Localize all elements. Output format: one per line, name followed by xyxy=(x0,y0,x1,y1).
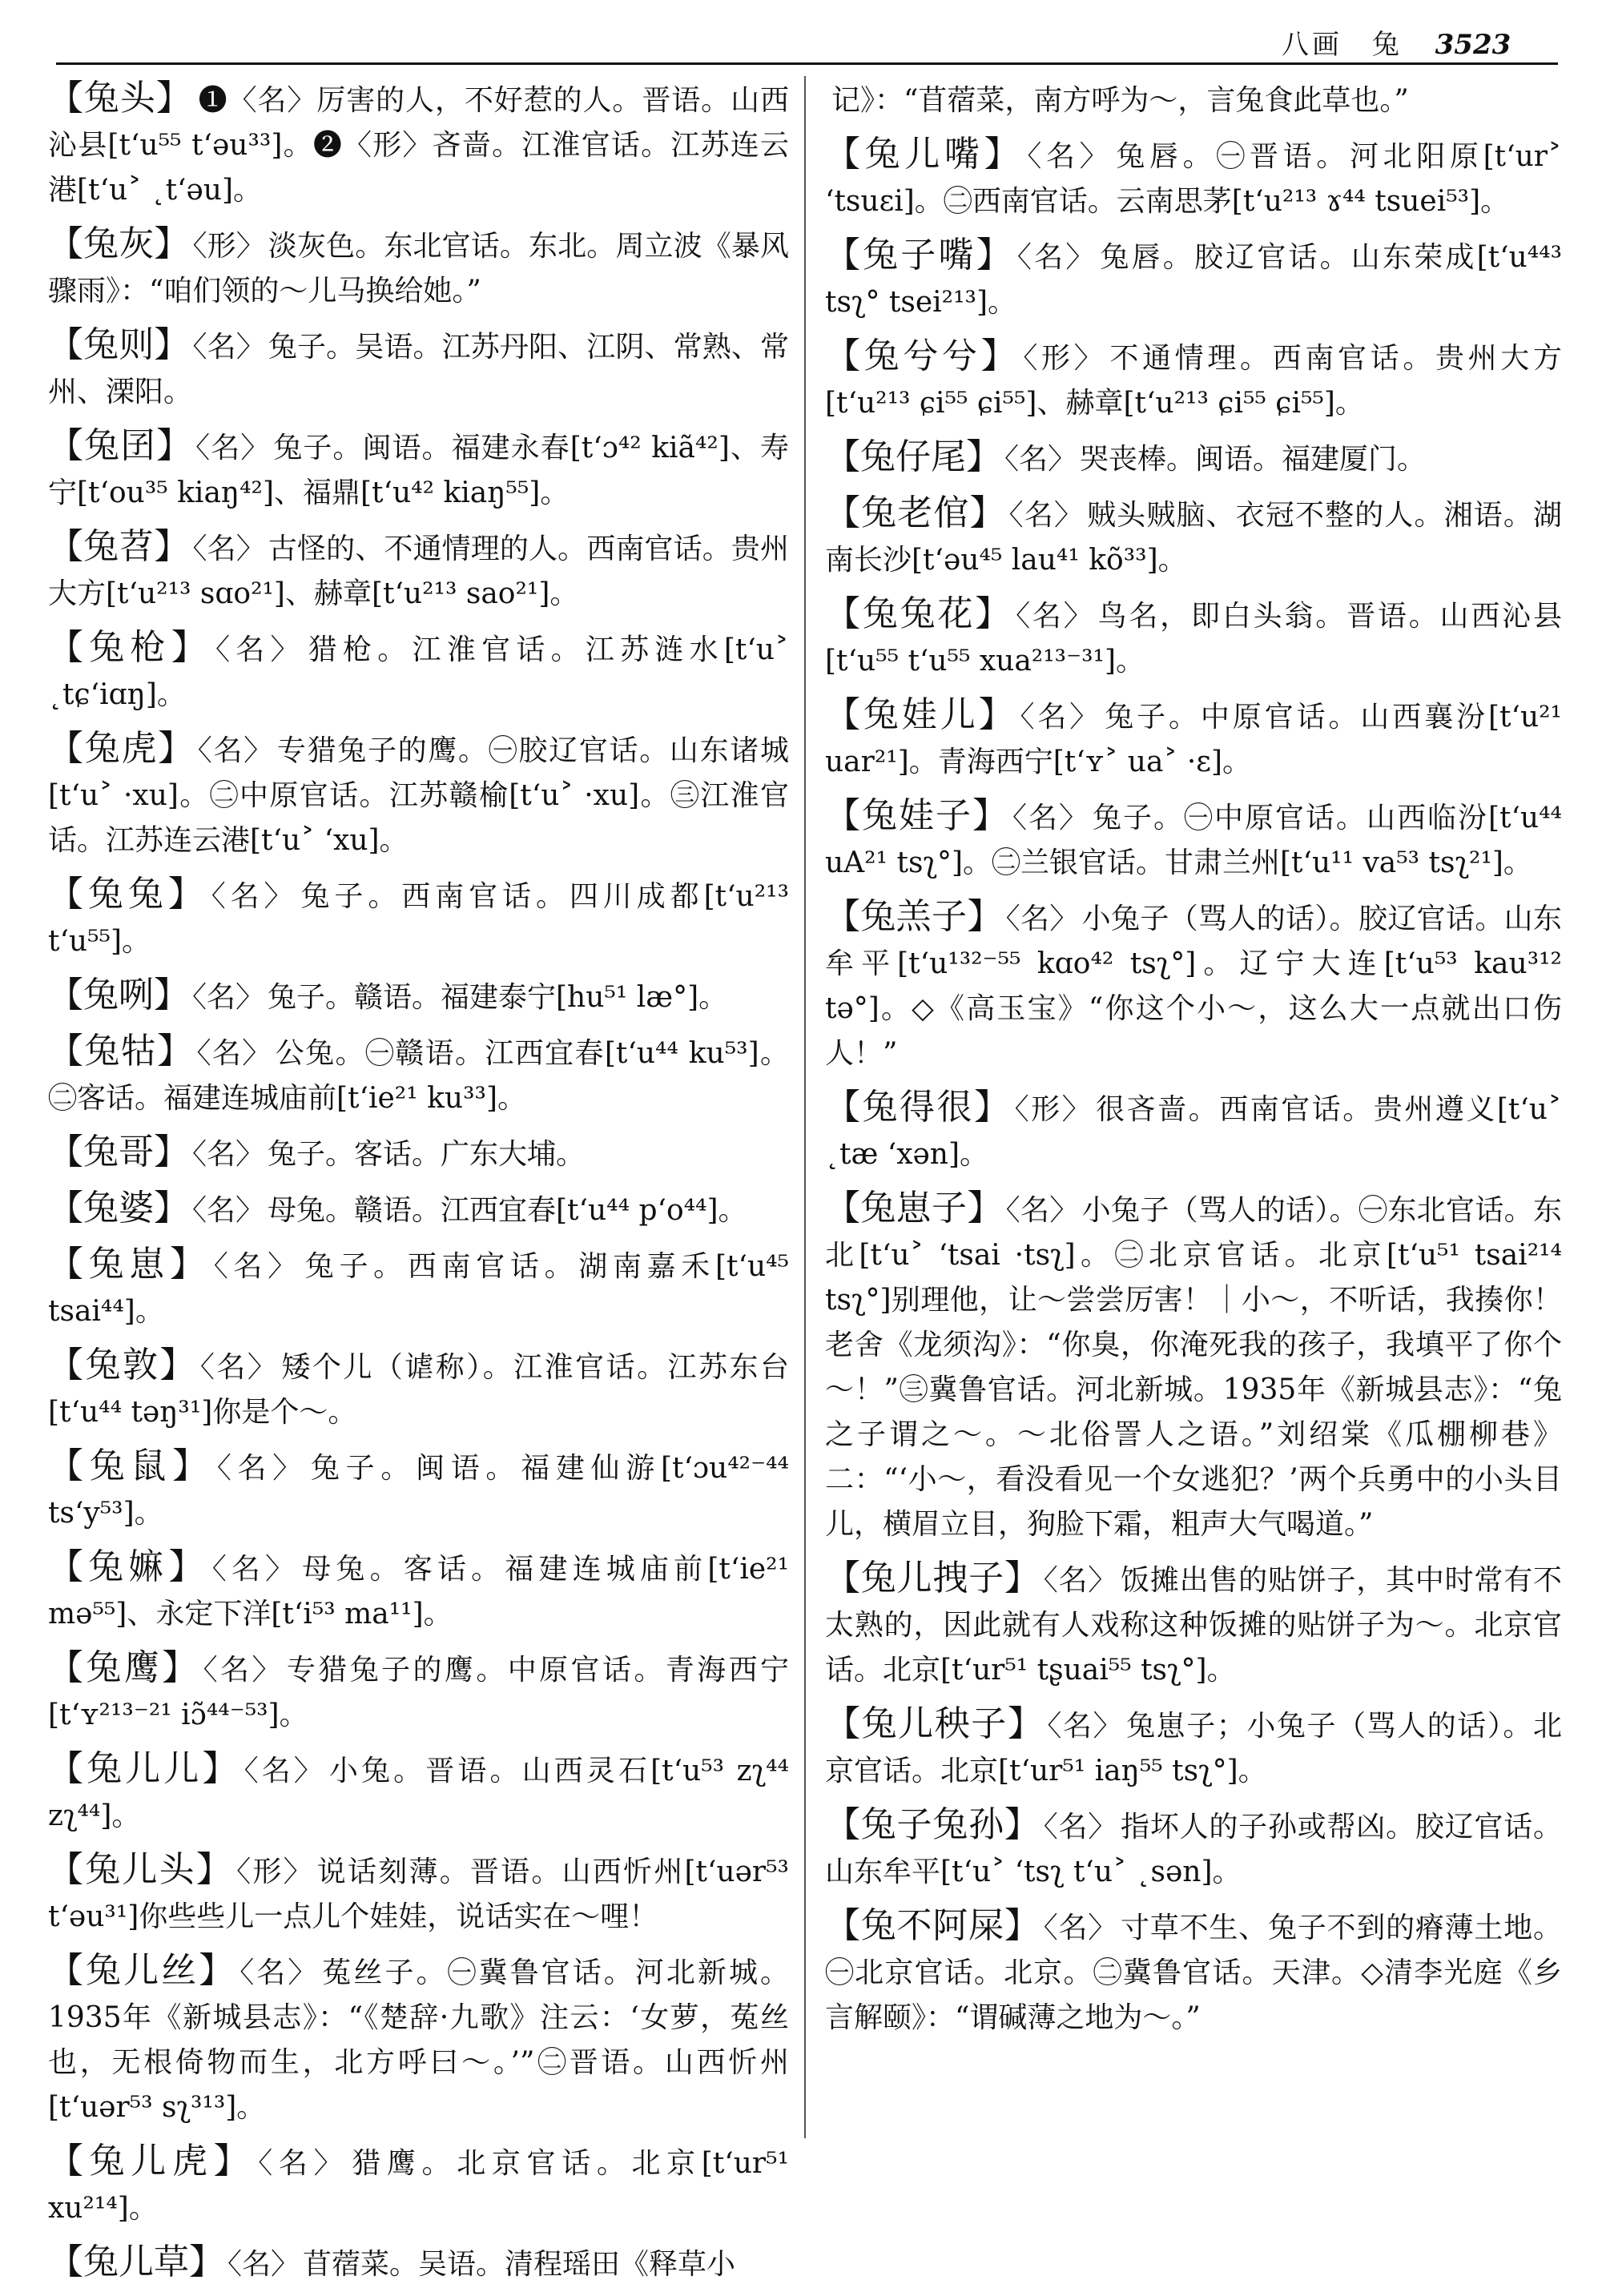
part-of-speech: 〈形〉 xyxy=(1014,1093,1093,1126)
headword: 【兔囝】 xyxy=(48,425,193,466)
definition: ❶〈名〉厉害的人，不好惹的人。晋语。山西沁县[tʻu⁵⁵ tʻəu³³]。❷〈形〉吝啬。江淮官话。江苏连云港[tʻu˃ ˛tʻəu]。 xyxy=(48,84,789,207)
entry xyxy=(48,222,789,314)
entry xyxy=(825,895,1562,1076)
running-head xyxy=(1282,22,1570,62)
definition: 兔子。闽语。福建永春[tʻɔ⁴² kiã⁴²]、寿宁[tʻou³⁵ kiaŋ⁴²]、福鼎[tʻu⁴² kiaŋ⁵⁵]。 xyxy=(48,432,789,509)
entry xyxy=(48,525,789,617)
headword: 【兔不阿屎】 xyxy=(825,1905,1040,1946)
entry xyxy=(48,1242,789,1334)
definition: 寸草不生、兔子不到的瘠薄土地。㊀北京官话。北京。㊁冀鲁官话。天津。◇清李光庭《乡言解颐》：“谓碱薄之地为～。” xyxy=(825,1912,1562,2034)
definition: 兔子。西南官话。四川成都[tʻu²¹³ tʻu⁵⁵]。 xyxy=(48,880,790,958)
headword: 【兔哥】 xyxy=(48,1132,189,1172)
definition: 鸟名，即白头翁。晋语。山西沁县[tʻu⁵⁵ tʻu⁵⁵ xua²¹³⁻³¹]。 xyxy=(825,600,1562,678)
part-of-speech: 〈名〉 xyxy=(215,633,305,666)
definition: 指坏人的子孙或帮凶。胶辽官话。山东牟平[tʻu˃ ʻtsʅ tʻu˃ ˛sən]。 xyxy=(825,1811,1562,1888)
part-of-speech: 〈名〉 xyxy=(1020,701,1102,734)
headword: 【兔牯】 xyxy=(48,1031,194,1072)
entry xyxy=(825,1186,1562,1547)
part-of-speech: 〈名〉 xyxy=(211,1553,300,1586)
part-of-speech: 〈名〉 xyxy=(239,1956,320,1989)
entry xyxy=(48,1186,789,1233)
entry xyxy=(48,1848,789,1940)
entry xyxy=(48,1444,789,1536)
definition: 公兔。㊀赣语。江西宜春[tʻu⁴⁴ ku⁵³]。㊁客话。福建连城庙前[tʻie²¹ ku³³]。 xyxy=(48,1037,789,1115)
header-rule xyxy=(56,62,1558,65)
definition: 兔崽子；小兔子（骂人的话）。北京官话。北京[tʻur⁵¹ iaŋ⁵⁵ tsʅ°]。 xyxy=(825,1710,1562,1787)
definition: 矮个儿（谑称）。江淮官话。江苏东台[tʻu⁴⁴ təŋ³¹]你是个～。 xyxy=(48,1351,789,1429)
headword: 【兔儿丝】 xyxy=(48,1950,237,1991)
entry xyxy=(825,794,1562,886)
entry xyxy=(825,76,1562,123)
definition: 兔唇。胶辽官话。山东荣成[tʻu⁴⁴³ tsʅ° tsei²¹³]。 xyxy=(825,241,1563,319)
part-of-speech: 〈名〉 xyxy=(1016,241,1097,274)
part-of-speech: 〈名〉 xyxy=(258,2147,349,2180)
part-of-speech: 〈名〉 xyxy=(216,1452,308,1485)
head-character: 兔 xyxy=(1371,29,1399,61)
part-of-speech: 〈名〉 xyxy=(1043,1564,1118,1597)
definition: 小兔子（骂人的话）。胶辽官话。山东牟平[tʻu¹³²⁻⁵⁵ kɑo⁴² tsʅ°]。辽宁大连[tʻu⁵³ kau³¹² tə°]。◇《高玉宝》“你这个小～，这么大一点就出口伤人！” xyxy=(825,903,1562,1070)
headword: 【兔苕】 xyxy=(48,526,190,567)
headword: 【兔鼠】 xyxy=(48,1446,214,1486)
definition: 专猎兔子的鹰。中原官话。青海西宁[tʻʏ²¹³⁻²¹ iɔ̃⁴⁴⁻⁵³]。 xyxy=(48,1654,789,1731)
headword: 【兔兔花】 xyxy=(825,593,1013,634)
entry xyxy=(825,1803,1562,1895)
headword: 【兔则】 xyxy=(48,324,190,365)
entry xyxy=(48,1130,789,1177)
entry xyxy=(825,693,1562,785)
definition: 贼头贼脑、衣冠不整的人。湘语。湖南长沙[tʻəu⁴⁵ lau⁴¹ kõ³³]。 xyxy=(825,499,1562,577)
entry xyxy=(825,435,1562,482)
definition: 母兔。客话。福建连城庙前[tʻie²¹ mə⁵⁵]、永定下洋[tʻi⁵³ ma¹¹]。 xyxy=(48,1553,789,1631)
headword: 【兔儿草】 xyxy=(48,2242,224,2282)
part-of-speech: 〈名〉 xyxy=(1004,443,1077,476)
headword: 【兔咧】 xyxy=(48,975,189,1015)
definition: 兔子。赣语。福建泰宁[hu⁵¹ læ°]。 xyxy=(268,981,728,1014)
part-of-speech: 〈名〉 xyxy=(1016,600,1095,633)
headword: 【兔崽子】 xyxy=(825,1188,1003,1228)
definition: 兔子。中原官话。山西襄汾[tʻu²¹ uar²¹]。青海西宁[tʻʏ˃ ua˃ ·ɛ]。 xyxy=(825,701,1562,778)
part-of-speech: 〈名〉 xyxy=(1012,802,1089,834)
definition: 兔子。㊀中原官话。山西临汾[tʻu⁴⁴ uA²¹ tsʅ°]。㊁兰银官话。甘肃兰州[tʻu¹¹ va⁵³ tsʅ²¹]。 xyxy=(825,802,1562,879)
definition: 小兔子（骂人的话）。㊀东北官话。东北[tʻu˃ ʻtsai ·tsʅ]。㊁北京官话。北京[tʻu⁵¹ tsai²¹⁴ tsʅ°]别理他，让～尝尝厉害！｜小～，不听话，我揍你！老舍《龙须沟》：“你臭，你淹死我的孩子，我填平了你个～！”㊂冀鲁官话。河北新城。1935年《新城县志》：“兔之子谓之～。～北俗詈人之语。”刘绍棠《瓜棚柳巷》二：“‘小～，看没看见一个女逃犯？’两个兵勇中的小头目儿，横眉立目，狗脸下霜，粗声大气喝道。” xyxy=(825,1194,1562,1541)
definition: 小兔。晋语。山西灵石[tʻu⁵³ zʅ⁴⁴ zʅ⁴⁴]。 xyxy=(48,1755,789,1832)
part-of-speech: 〈名〉 xyxy=(192,981,265,1014)
part-of-speech: 〈形〉 xyxy=(236,1856,314,1888)
part-of-speech: 〈形〉 xyxy=(1023,342,1107,375)
entry xyxy=(48,76,789,213)
definition: 兔子。闽语。福建仙游[tʻɔu⁴²⁻⁴⁴ tsʻy⁵³]。 xyxy=(48,1452,789,1530)
part-of-speech: 〈名〉 xyxy=(1047,1710,1124,1743)
headword: 【兔兔】 xyxy=(48,874,208,915)
entry xyxy=(825,491,1562,583)
entry xyxy=(825,334,1562,426)
entry xyxy=(48,973,789,1020)
right-column xyxy=(825,76,1562,2049)
definition: 淡灰色。东北官话。东北。周立波《暴风骤雨》：“咱们领的～儿马换给她。” xyxy=(48,230,789,308)
entry xyxy=(825,592,1562,684)
entry xyxy=(825,1085,1562,1177)
part-of-speech: 〈名〉 xyxy=(227,2248,300,2281)
headword: 【兔羔子】 xyxy=(825,896,1003,937)
part-of-speech: 〈名〉 xyxy=(1043,1811,1118,1844)
headword: 【兔仔尾】 xyxy=(825,436,1001,477)
headword: 【兔老倌】 xyxy=(825,493,1006,533)
entry xyxy=(48,1948,789,2130)
definition: 猎鹰。北京官话。北京[tʻur⁵¹ xu²¹⁴]。 xyxy=(48,2147,789,2225)
definition: 菟丝子。㊀冀鲁官话。河北新城。1935年《新城县志》：“《楚辞·九歌》注云：‘女萝，菟丝也，无根倚物而生，北方呼曰～。’”㊁晋语。山西忻州[tʻuər⁵³ sʅ³¹³]。 xyxy=(48,1956,789,2124)
entry xyxy=(48,1747,789,1839)
definition: 兔子。西南官话。湖南嘉禾[tʻu⁴⁵ tsai⁴⁴]。 xyxy=(48,1250,789,1328)
headword: 【兔嫲】 xyxy=(48,1546,209,1587)
entry xyxy=(825,132,1562,224)
entry xyxy=(48,625,789,718)
entry xyxy=(48,726,789,863)
headword: 【兔得很】 xyxy=(825,1087,1012,1128)
part-of-speech: 〈名〉 xyxy=(211,880,298,913)
headword: 【兔娃子】 xyxy=(825,795,1009,836)
part-of-speech: 〈名〉 xyxy=(192,331,265,364)
entry xyxy=(48,872,789,964)
headword: 【兔枪】 xyxy=(48,627,213,668)
definition: 猎枪。江淮官话。江苏涟水[tʻu˃ ˛tɕʻiɑŋ]。 xyxy=(48,633,789,711)
entry xyxy=(825,1702,1562,1794)
headword: 【兔儿虎】 xyxy=(48,2141,256,2181)
entry xyxy=(48,1646,789,1738)
headword: 【兔儿儿】 xyxy=(48,1748,241,1789)
entry xyxy=(48,2139,789,2231)
part-of-speech: 〈名〉 xyxy=(197,734,274,767)
headword: 【兔儿嘴】 xyxy=(825,134,1024,175)
definition: 古怪的、不通情理的人。西南官话。贵州大方[tʻu²¹³ sɑo²¹]、赫章[tʻu²¹³ sao²¹]。 xyxy=(48,533,789,610)
part-of-speech: 〈名〉 xyxy=(1005,903,1079,935)
definition: 饭摊出售的贴饼子，其中时常有不太熟的，因此就有人戏称这种饭摊的贴饼子为～。北京官话。北京[tʻur⁵¹ tʂuai⁵⁵ tsʅ°]。 xyxy=(825,1564,1562,1687)
definition: 哭丧棒。闽语。福建厦门。 xyxy=(1080,443,1427,476)
part-of-speech: 〈名〉 xyxy=(203,1654,284,1687)
headword: 【兔灰】 xyxy=(48,223,190,264)
part-of-speech: 〈名〉 xyxy=(1027,140,1113,173)
headword: 【兔子兔孙】 xyxy=(825,1804,1040,1845)
definition: 很吝啬。西南官话。贵州遵义[tʻu˃ ˛tæ ʻxən]。 xyxy=(825,1093,1562,1171)
definition: 苜蓿菜。吴语。清程瑶田《释草小 xyxy=(303,2248,736,2281)
headword: 【兔兮兮】 xyxy=(825,336,1020,376)
definition: 兔子。吴语。江苏丹阳、江阴、常熟、常州、溧阳。 xyxy=(48,331,789,408)
definition: 不通情理。西南官话。贵州大方[tʻu²¹³ ɕi⁵⁵ ɕi⁵⁵]、赫章[tʻu²¹³ ɕi⁵⁵ ɕi⁵⁵]。 xyxy=(825,342,1562,420)
entry xyxy=(48,424,789,516)
part-of-speech: 〈名〉 xyxy=(1005,1194,1079,1227)
definition: 兔子。客话。广东大埔。 xyxy=(268,1138,586,1171)
headword: 【兔儿秧子】 xyxy=(825,1703,1045,1744)
page-number: 3523 xyxy=(1435,29,1511,61)
definition: 母兔。赣语。江西宜春[tʻu⁴⁴ pʻo⁴⁴]。 xyxy=(268,1194,747,1227)
headword: 【兔儿拽子】 xyxy=(825,1558,1040,1598)
section-label: 八画 xyxy=(1282,29,1342,61)
entry xyxy=(48,1343,789,1435)
entry xyxy=(825,1556,1562,1693)
part-of-speech: 〈名〉 xyxy=(192,533,265,565)
part-of-speech: 〈名〉 xyxy=(1043,1912,1118,1944)
left-column xyxy=(48,76,789,2296)
entry xyxy=(48,1029,789,1121)
entry xyxy=(825,1904,1562,2041)
column-divider xyxy=(804,76,806,2138)
part-of-speech: 〈名〉 xyxy=(192,1194,265,1227)
part-of-speech: 〈名〉 xyxy=(196,1037,272,1070)
definition: 记》：“苜蓿菜，南方呼为～，言兔食此草也。” xyxy=(831,84,1409,117)
part-of-speech: 〈名〉 xyxy=(1008,499,1085,532)
headword: 【兔娃儿】 xyxy=(825,694,1017,735)
headword: 【兔子嘴】 xyxy=(825,235,1014,275)
entry xyxy=(48,1545,789,1637)
definition: 专猎兔子的鹰。㊀胶辽官话。山东诸城[tʻu˃ ·xu]。㊁中原官话。江苏赣榆[tʻu˃ ·xu]。㊂江淮官话。江苏连云港[tʻu˃ ʻxu]。 xyxy=(48,734,789,857)
part-of-speech: 〈名〉 xyxy=(192,1138,265,1171)
definition: 说话刻薄。晋语。山西忻州[tʻuər⁵³ tʻəu³¹]你些些儿一点儿个娃娃，说话实在～哩！ xyxy=(48,1856,789,1933)
entry xyxy=(825,233,1562,325)
entry xyxy=(48,2240,789,2287)
headword: 【兔鹰】 xyxy=(48,1647,200,1688)
headword: 【兔敦】 xyxy=(48,1345,197,1385)
headword: 【兔头】 xyxy=(48,78,192,119)
headword: 【兔崽】 xyxy=(48,1244,211,1285)
headword: 【兔儿头】 xyxy=(48,1849,234,1890)
part-of-speech: 〈名〉 xyxy=(213,1250,302,1283)
headword: 【兔婆】 xyxy=(48,1188,189,1228)
headword: 【兔虎】 xyxy=(48,728,195,769)
part-of-speech: 〈名〉 xyxy=(244,1755,326,1787)
part-of-speech: 〈名〉 xyxy=(195,432,271,464)
definition: 兔唇。㊀晋语。河北阳原[tʻur˃ ʻtsuɛi]。㊁西南官话。云南思茅[tʻu²¹³ ɤ⁴⁴ tsuei⁵³]。 xyxy=(825,140,1562,218)
entry xyxy=(48,323,789,415)
part-of-speech: 〈形〉 xyxy=(192,230,265,263)
part-of-speech: 〈名〉 xyxy=(199,1351,279,1384)
